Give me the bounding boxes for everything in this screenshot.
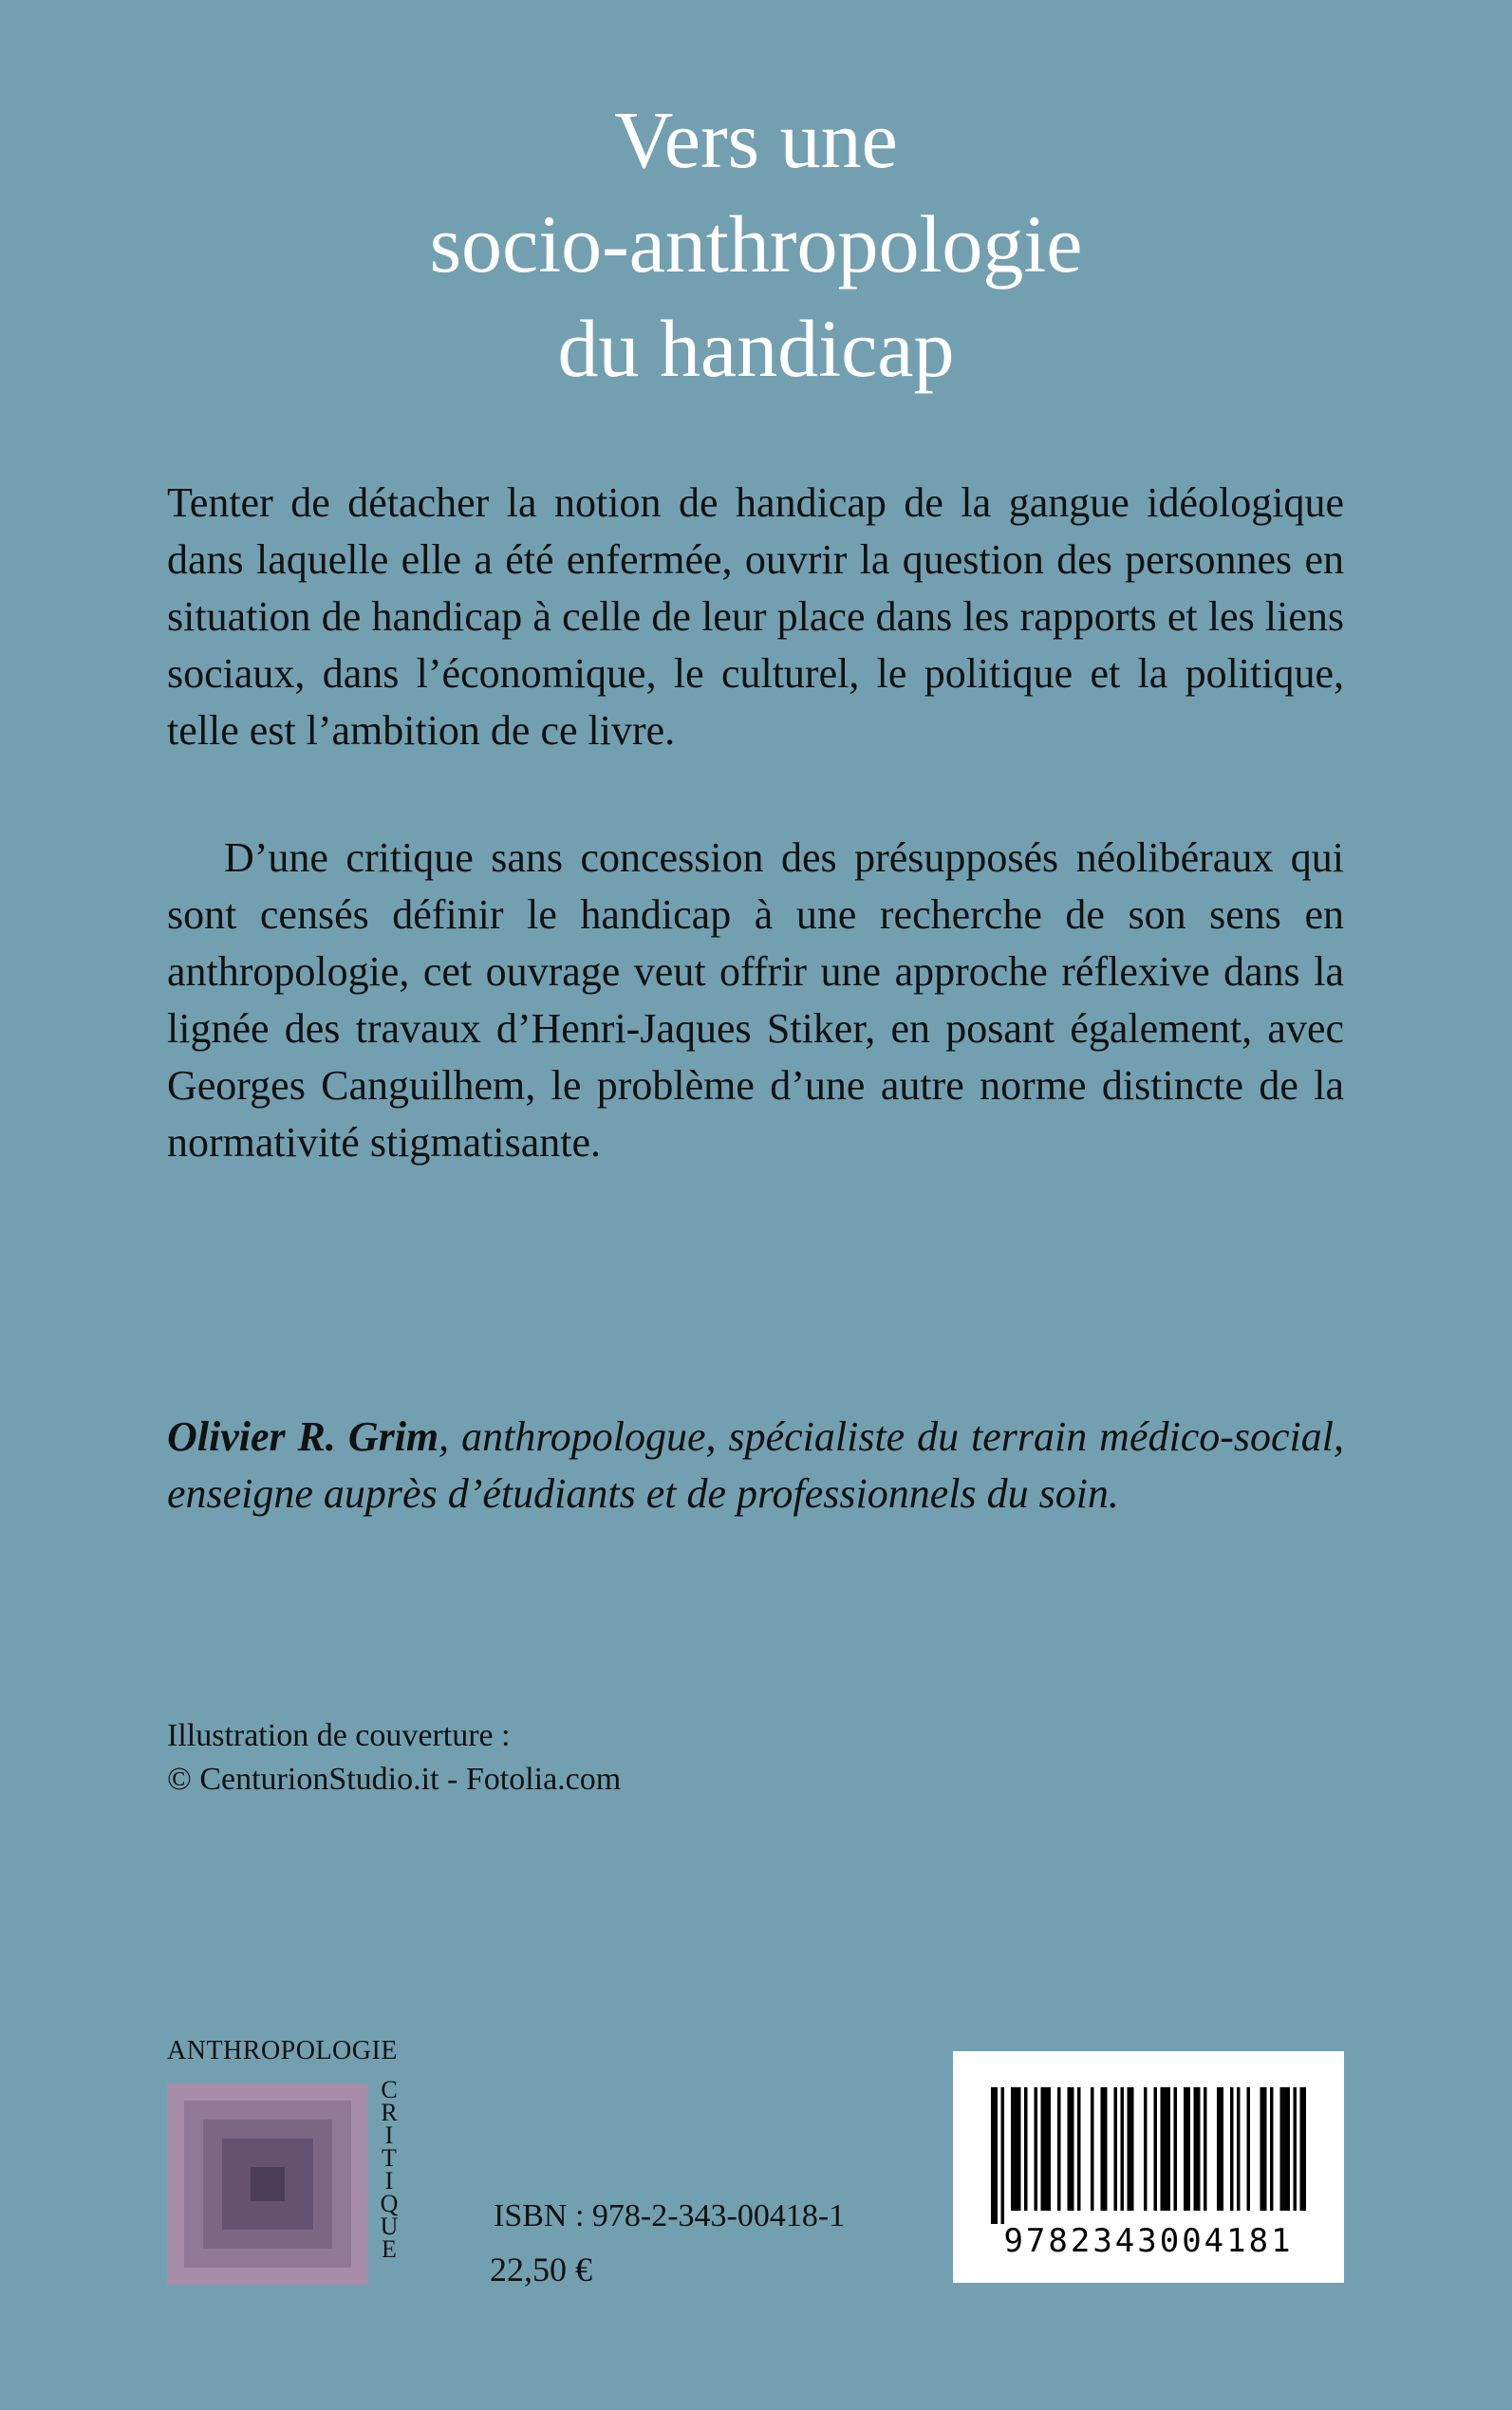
barcode-bar [1077,2087,1081,2211]
barcode-bar [1144,2087,1148,2211]
title-line-2: socio-anthropologie [429,198,1083,290]
barcode-bar [1174,2087,1178,2211]
barcode-bar [1217,2087,1223,2211]
credit-source: © CenturionStudio.it - Fotolia.com [167,1762,622,1797]
barcode-bar [1294,2087,1297,2211]
barcode-bar [1121,2087,1125,2211]
barcode-bar [1091,2087,1094,2211]
barcode-bar [991,2087,998,2224]
price: 22,50 € [490,2251,592,2289]
barcode [953,2051,1344,2283]
title-line-3: du handicap [557,303,955,394]
barcode-bar [1247,2087,1251,2211]
barcode-bar [1024,2087,1028,2211]
barcode-bar [1184,2087,1190,2211]
barcode-bar [1068,2087,1074,2211]
summary-paragraph-2: D’une critique sans concession des présupposés néolibéraux qui sont censés définir le handicap à une recherche de son sens en anthropologie, cet ouvrage veut offrir une approche réflexive dans la lignée des travaux d’Henri-Jaques Stiker, en posant également, avec Georges Canguilhem, le problème d’une autre norme distincte de la normativité stigmatisante. [167,834,1344,1166]
barcode-bar [1101,2087,1108,2211]
barcode-bar [1114,2087,1118,2211]
barcode-bar [1300,2087,1307,2211]
barcode-bar [1230,2087,1234,2211]
barcode-bar [1154,2087,1158,2211]
author-name: Olivier R. Grim [167,1413,439,1460]
barcode-bar [1194,2087,1201,2211]
credit-label: Illustration de couverture : [167,1718,511,1753]
author-description: , anthropologue, spécialiste du terrain médico-social, enseigne auprès d’étudiants et de professionnels du soin. [167,1413,1344,1517]
barcode-bar [1237,2087,1241,2211]
title-line-1: Vers une [614,94,898,185]
barcode-bar [1280,2087,1291,2211]
collection-label: ANTHROPOLOGIE [167,2036,398,2065]
book-title [0,87,1512,401]
barcode-bar [1011,2087,1021,2211]
barcode-bar [1035,2087,1038,2211]
barcode-bar [1260,2087,1267,2211]
isbn-number: ISBN : 978-2-343-00418-1 [494,2198,846,2233]
collection-vertical-word: CRITIQUE [380,2076,399,2263]
barcode-bar [1041,2087,1052,2211]
barcode-bar [1057,2087,1061,2211]
barcode-bar [1204,2087,1207,2211]
illustration-credit [167,1714,621,1802]
barcode-digits: 9782343004181 [1003,2222,1294,2260]
barcode-bar [1161,2087,1171,2211]
summary-paragraph-1: Tenter de détacher la notion de handicap de la gangue idéologique dans laquelle elle a été enfermée, ouvrir la question des personnes en situation de handicap à celle de leur place dans les rapports et les liens sociaux, dans l’économique, le culturel, le politique et la politique, telle est l’ambition de ce livre. [167,479,1344,754]
barcode-bar [1270,2087,1274,2211]
barcode-bar [1001,2087,1005,2224]
author-bio [167,1409,1344,1523]
logo-square-4 [251,2167,285,2201]
collection-logo [167,2083,368,2285]
barcode-bar [1128,2087,1134,2211]
barcode-bars [991,2087,1306,2224]
